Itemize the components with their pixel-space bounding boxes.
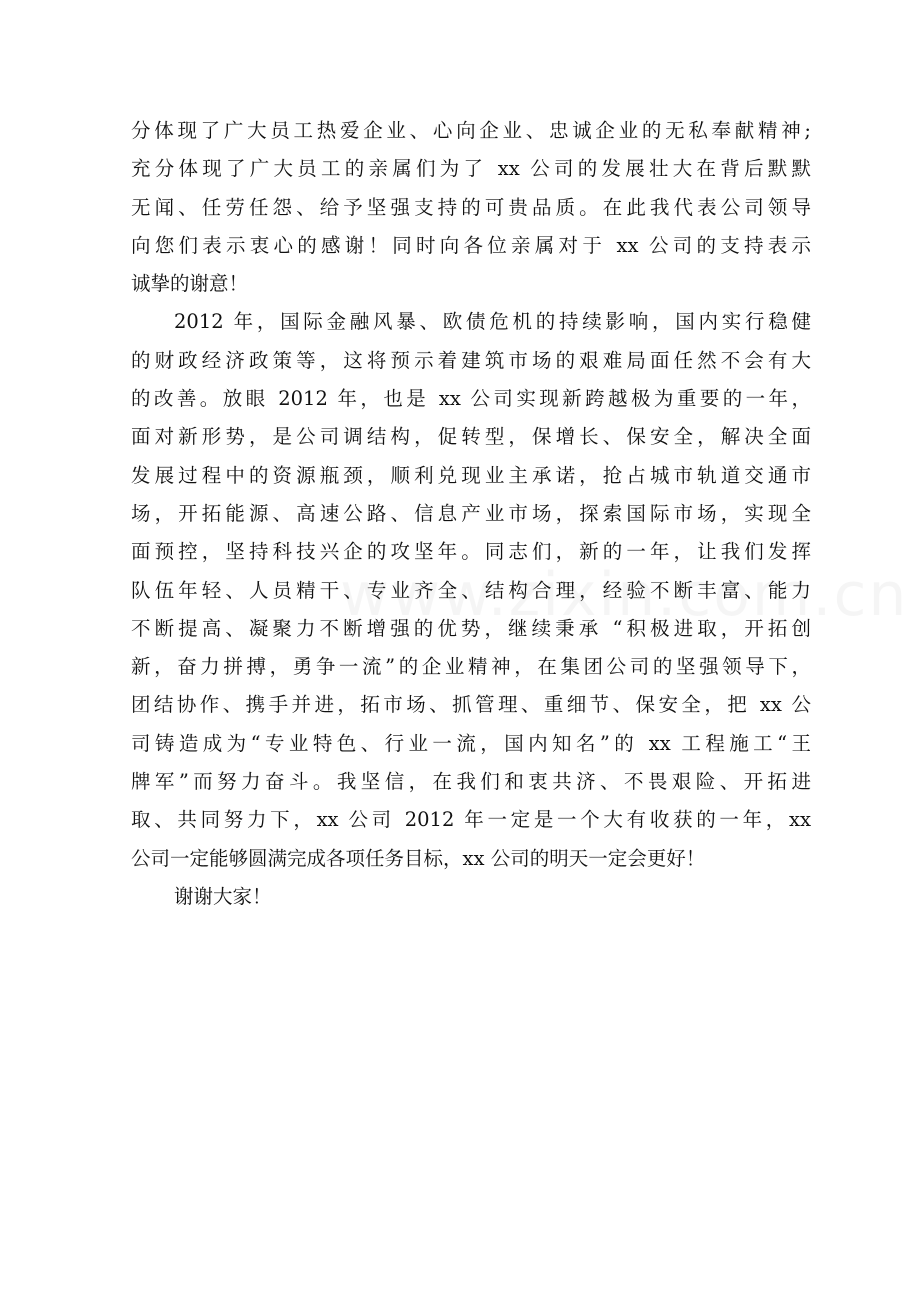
text-line: 团结协作、携手并进，拓市场、抓管理、重细节、保安全，把 xx 公 [131, 693, 811, 717]
closing-line: 谢谢大家！ [174, 884, 272, 908]
text-line: 不断提高、凝聚力不断增强的优势，继续秉承 “积极进取，开拓创 [131, 616, 811, 640]
text-line: 分体现了广大员工热爱企业、心向企业、忠诚企业的无私奉献精神; [131, 119, 811, 142]
text-line: 新，奋力拼搏，勇争一流”的企业精神，在集团公司的坚强领导下， [131, 655, 811, 679]
text-line: 场，开拓能源、高速公路、信息产业市场，探索国际市场，实现全 [131, 501, 811, 525]
text-line: 2012 年，国际金融风暴、欧债危机的持续影响，国内实行稳健 [174, 310, 811, 334]
text-line: 的改善。放眼 2012 年，也是 xx 公司实现新跨越极为重要的一年， [131, 387, 811, 411]
text-line: 队伍年轻、人员精干、专业齐全、结构合理，经验不断丰富、能力 [131, 578, 811, 602]
text-line: 无闻、任劳任怨、给予坚强支持的可贵品质。在此我代表公司领导 [131, 195, 811, 219]
closing-paragraph [131, 878, 811, 916]
text-line: 面预控，坚持科技兴企的攻坚年。同志们，新的一年，让我们发挥 [131, 540, 811, 564]
text-line: 诚挚的谢意！ [131, 272, 249, 296]
text-line: 牌军”而努力奋斗。我坚信，在我们和衷共济、不畏艰险、开拓进 [131, 770, 811, 794]
paragraph-1 [131, 112, 811, 303]
text-line: 取、共同努力下，xx 公司 2012 年一定是一个大有收获的一年，xx [131, 808, 811, 832]
text-line: 面对新形势，是公司调结构，促转型，保增长、保安全，解决全面 [131, 425, 811, 449]
document-body [131, 112, 811, 916]
paragraph-2 [131, 303, 811, 877]
text-line: 的财政经济政策等，这将预示着建筑市场的艰难局面任然不会有大 [131, 348, 811, 372]
text-line: 公司一定能够圆满完成各项任务目标，xx 公司的明天一定会更好！ [131, 846, 706, 870]
text-line: 充分体现了广大员工的亲属们为了 xx 公司的发展壮大在背后默默 [131, 157, 811, 181]
text-line: 发展过程中的资源瓶颈，顺利兑现业主承诺，抢占城市轨道交通市 [131, 463, 811, 487]
text-line: 司铸造成为“专业特色、行业一流，国内知名”的 xx 工程施工“王 [131, 731, 811, 755]
text-line: 向您们表示衷心的感谢！同时向各位亲属对于 xx 公司的支持表示 [131, 233, 811, 257]
